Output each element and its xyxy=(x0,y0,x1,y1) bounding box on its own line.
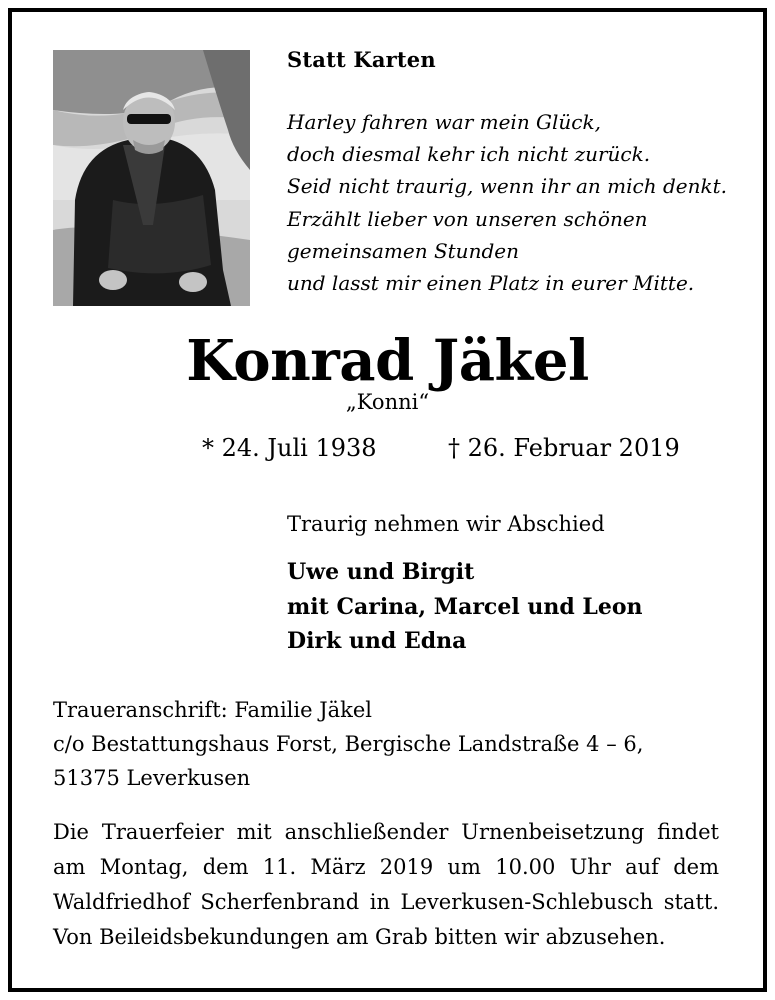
death-date: † 26. Februar 2019 xyxy=(448,434,680,462)
mourning-address xyxy=(53,693,643,795)
ceremony-notice xyxy=(53,815,719,920)
address-line: 51375 Leverkusen xyxy=(53,766,251,790)
poem xyxy=(287,106,727,299)
ceremony-line: am Montag, dem 11. März 2019 um 10.00 Uhr auf dem xyxy=(53,855,719,879)
ceremony-line: Waldfriedhof Scherfenbrand in Leverkusen-Schlebusch statt. xyxy=(53,890,719,914)
poem-line: gemeinsamen Stunden xyxy=(287,238,519,263)
address-line: Traueranschrift: Familie Jäkel xyxy=(53,698,373,722)
poem-line: und lasst mir einen Platz in eurer Mitte. xyxy=(287,271,695,296)
address-line: c/o Bestattungshaus Forst, Bergische Landstraße 4 – 6, xyxy=(53,732,644,756)
poem-line: Seid nicht traurig, wenn ihr an mich denkt. xyxy=(287,174,727,199)
poem-line: Harley fahren war mein Glück, xyxy=(287,110,601,134)
deceased-name: Konrad Jäkel xyxy=(186,328,589,394)
mourning-intro: Traurig nehmen wir Abschied xyxy=(287,512,605,536)
mourner-line: Uwe und Birgit xyxy=(287,559,475,585)
mourners-list xyxy=(287,555,643,659)
mourner-line: mit Carina, Marcel und Leon xyxy=(287,593,643,620)
deceased-nickname: „Konni“ xyxy=(345,390,430,414)
poem-line: Erzählt lieber von unseren schönen xyxy=(287,206,648,231)
portrait-photo xyxy=(53,50,250,306)
poem-line: doch diesmal kehr ich nicht zurück. xyxy=(287,142,651,167)
ceremony-line: Die Trauerfeier mit anschließender Urnenbeisetzung findet xyxy=(53,820,719,844)
closing-note: Von Beileidsbekundungen am Grab bitten wir abzusehen. xyxy=(53,925,666,949)
mourner-line: Dirk und Edna xyxy=(287,628,467,654)
statt-karten-heading: Statt Karten xyxy=(287,47,436,72)
birth-date: * 24. Juli 1938 xyxy=(202,434,377,462)
